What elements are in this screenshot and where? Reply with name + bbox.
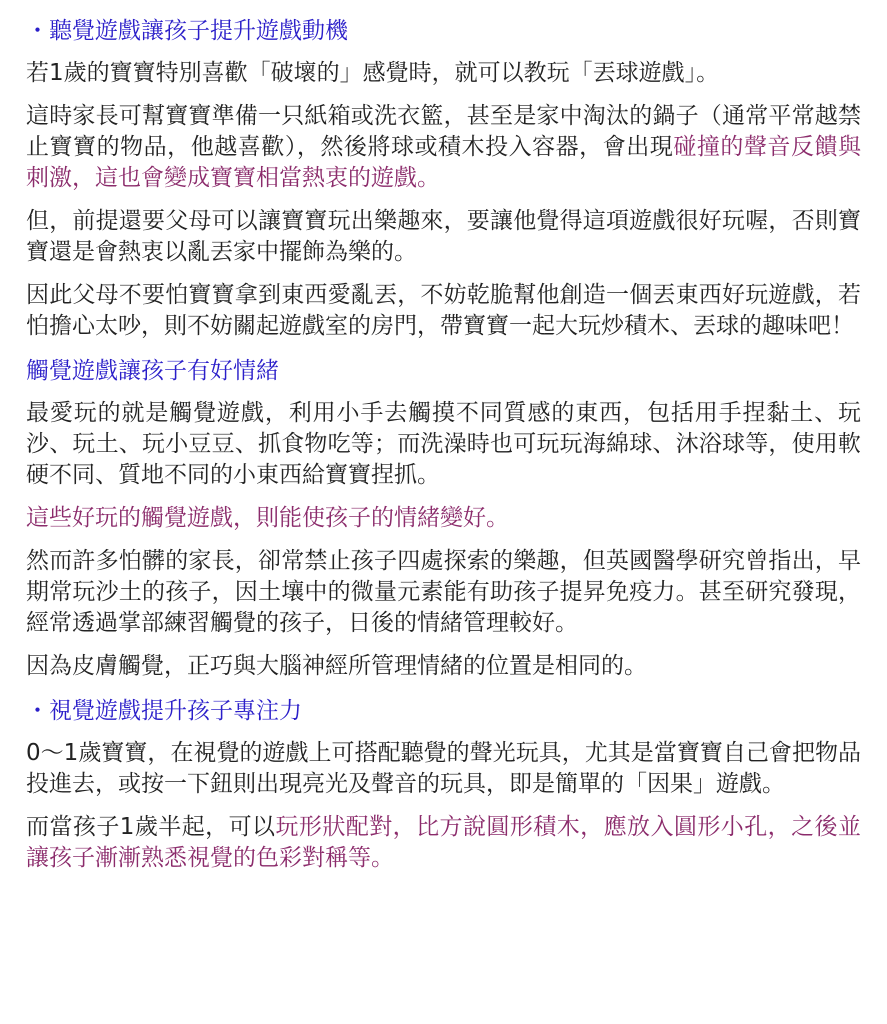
paragraph: 若1歲的寶寶特別喜歡「破壞的」感覺時，就可以教玩「丟球遊戲」。 (26, 60, 720, 86)
paragraph: 因此父母不要怕寶寶拿到東西愛亂丟，不妨乾脆幫他創造一個丟東西好玩遊戲，若怕擔心太吵，則不妨關起遊戲室的房門，帶寶寶一起大玩炒積木、丟球的趣味吧！ (26, 282, 861, 339)
paragraph: 最愛玩的就是觸覺遊戲，利用小手去觸摸不同質感的東西，包括用手捏黏土、玩沙、玩土、玩小豆豆、抓食物吃等；而洗澡時也可玩玩海綿球、沐浴球等，使用軟硬不同、質地不同的小東西給寶寶捏抓。 (26, 400, 861, 488)
highlighted-text: 玩形狀配對，比方說圓形積木，應放入圓形小孔，之後並讓孩子漸漸熟悉視覺的色彩對稱等。 (26, 814, 862, 871)
paragraph-text: 而當孩子1歲半起，可以 (26, 814, 276, 840)
paragraph: 然而許多怕髒的家長，卻常禁止孩子四處探索的樂趣，但英國醫學研究曾指出，早期常玩沙土的孩子，因土壤中的微量元素能有助孩子提昇免疫力。甚至研究發現，經常透過掌部練習觸覺的孩子，日後的情緒管理較好。 (26, 548, 861, 636)
paragraph (26, 101, 861, 194)
section-heading-vision: ・視覺遊戲提升孩子專注力 (26, 698, 302, 724)
paragraph: 0～1歲寶寶，在視覺的遊戲上可搭配聽覺的聲光玩具，尤其是當寶寶自己會把物品投進去，或按一下鈕則出現亮光及聲音的玩具，即是簡單的「因果」遊戲。 (26, 740, 861, 797)
paragraph-text: 這時家長可幫寶寶準備一只紙箱或洗衣籃，甚至是家中淘汰的鍋子（通常平常越禁止寶寶的物品，他越喜歡），然後將球或積木投入容器，會出現 (26, 103, 861, 160)
paragraph: 因為皮膚觸覺，正巧與大腦神經所管理情緒的位置是相同的。 (26, 653, 647, 679)
paragraph: 但，前提還要父母可以讓寶寶玩出樂趣來，要讓他覺得這項遊戲很好玩喔，否則寶寶還是會熱衷以亂丟家中擺飾為樂的。 (26, 208, 861, 265)
highlighted-text: 碰撞的聲音反饋與刺激，這也會變成寶寶相當熱衷的遊戲。 (26, 134, 862, 191)
section-heading-touch: 觸覺遊戲讓孩子有好情緒 (26, 358, 279, 384)
highlighted-paragraph: 這些好玩的觸覺遊戲，則能使孩子的情緒變好。 (26, 505, 509, 531)
paragraph (26, 812, 861, 874)
section-heading-hearing: ・聽覺遊戲讓孩子提升遊戲動機 (26, 18, 348, 44)
